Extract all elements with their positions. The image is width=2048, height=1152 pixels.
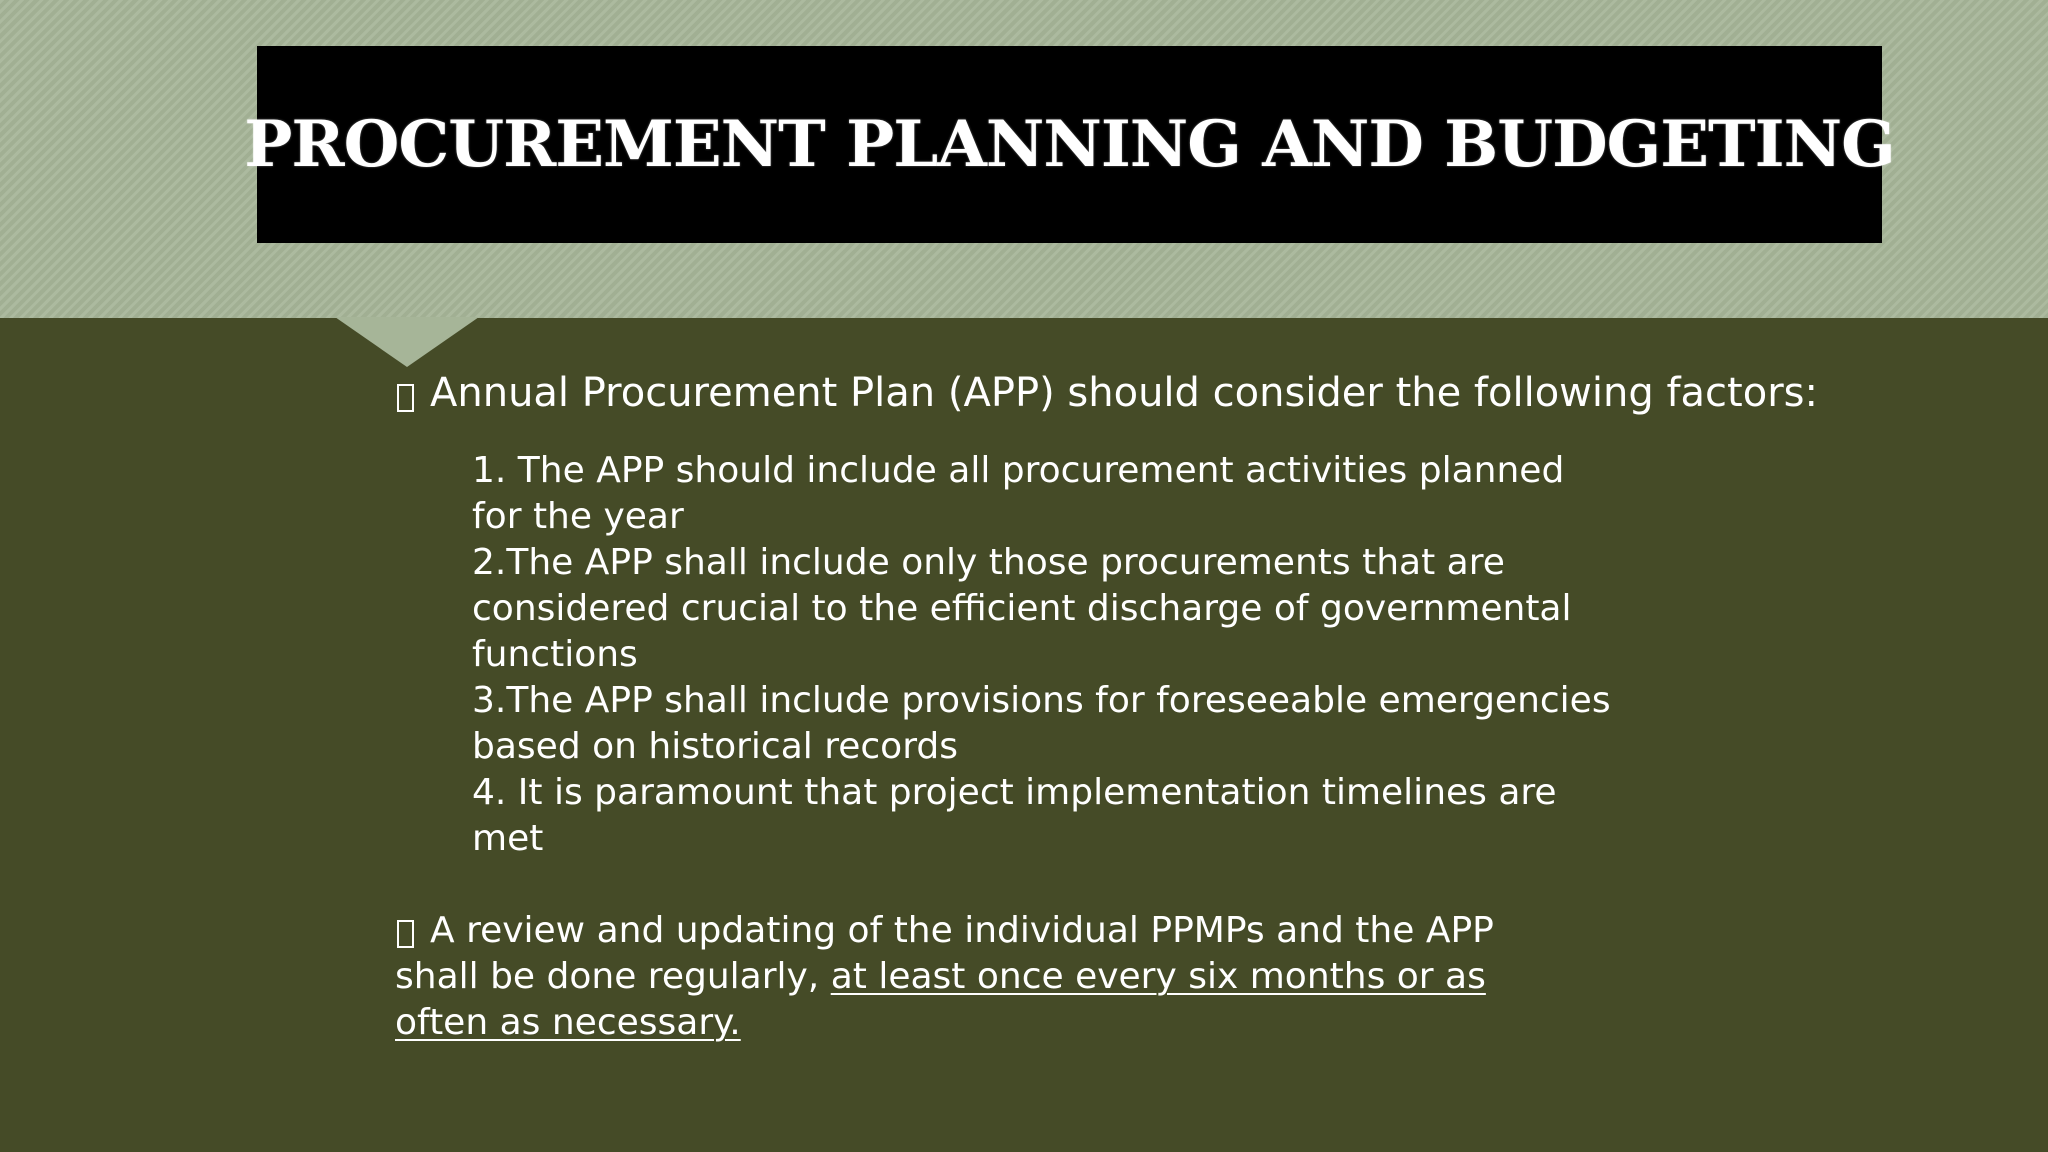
square-bullet-icon (397, 384, 414, 412)
factor-item-1: 1. The APP should include all procurement activities planned for the year (472, 450, 1565, 537)
review-text: A review and updating of the individual PPMPs and the APP shall be done regularly, (395, 910, 1494, 997)
factor-item-3: 3.The APP shall include provisions for foreseeable emergencies based on historical records (472, 680, 1611, 767)
review-bullet (395, 908, 1495, 1046)
factor-item-2: 2.The APP shall include only those procurements that are considered crucial to the efficient discharge of governmental functions (472, 542, 1572, 675)
intro-text: Annual Procurement Plan (APP) should consider the following factors: (430, 370, 1818, 416)
factor-item-4: 4. It is paramount that project implementation timelines are met (472, 772, 1557, 859)
header-pointer-notch (335, 317, 479, 367)
factors-list (472, 448, 1612, 862)
review-frequency-text: at least once every six months or as often as necessary. (395, 956, 1486, 1043)
square-bullet-icon (397, 920, 414, 948)
slide-content (395, 362, 1818, 1046)
intro-bullet (395, 362, 1818, 424)
title-box (244, 46, 1895, 243)
slide-title: PROCUREMENT PLANNING AND BUDGETING (244, 107, 1895, 182)
